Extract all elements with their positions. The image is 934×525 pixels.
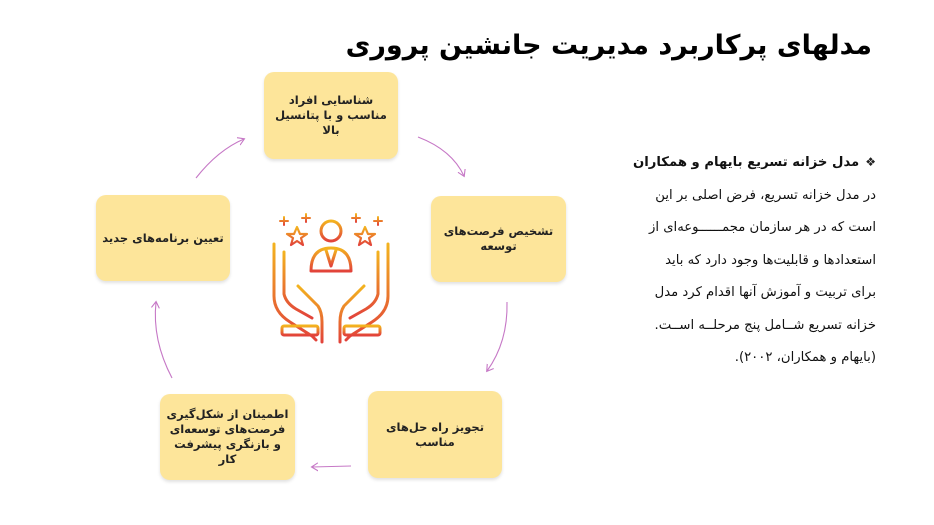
cycle-step-label: تشخیص فرصت‌های توسعه [443,224,554,253]
cycle-step-label: تجویز راه حل‌های مناسب [385,419,485,449]
cycle-arrow-3-to-4 [312,466,351,467]
paragraph-line: برای تربیت و آموزش آنها اقدام کرد مدل [654,285,876,300]
cycle-step-label: تعیین برنامه‌های جدید [102,230,224,245]
cycle-step-label: اطمینان از شکل‌گیری فرصت‌های توسعه‌ای و بازنگری پیشرفت کار [166,407,289,466]
cycle-step-new-programs [96,195,230,281]
cycle-step-ensure-and-review [160,394,295,480]
paragraph-line: (بایهام و همکاران، ۲۰۰۲). [734,350,876,365]
cycle-step-prescribe-solutions [368,391,502,478]
cycle-arrow-1-to-2 [418,137,464,176]
paragraph-line: خزانه تسریع شــامل پنج مرحلــه اســت. [654,317,876,333]
diamond-bullet-icon: ❖ [865,155,876,169]
cycle-arrow-4-to-5 [155,302,172,378]
cycle-step-identify-talent [264,72,398,159]
subheading-text: مدل خزانه تسریع بایهام و همکاران [632,155,860,170]
cycle-arrow-2-to-3 [487,302,507,371]
page-title: مدلهای پرکاربرد مدیریت جانشین پروری [345,30,872,61]
paragraph-line: در مدل خزانه تسریع، فرض اصلی بر این [655,187,876,203]
talent-hands-person-stars-icon [274,214,388,342]
cycle-step-development-opportunities [431,196,566,282]
paragraph-line: است که در هر سازمان مجمــــــوعه‌ای از [649,220,876,235]
paragraph-line: استعدادها و قابلیت‌ها وجود دارد که باید [665,252,876,268]
cycle-step-label: شناسایی افراد مناسب و با پتانسیل بالا [275,93,387,137]
cycle-arrow-5-to-1 [196,139,244,178]
